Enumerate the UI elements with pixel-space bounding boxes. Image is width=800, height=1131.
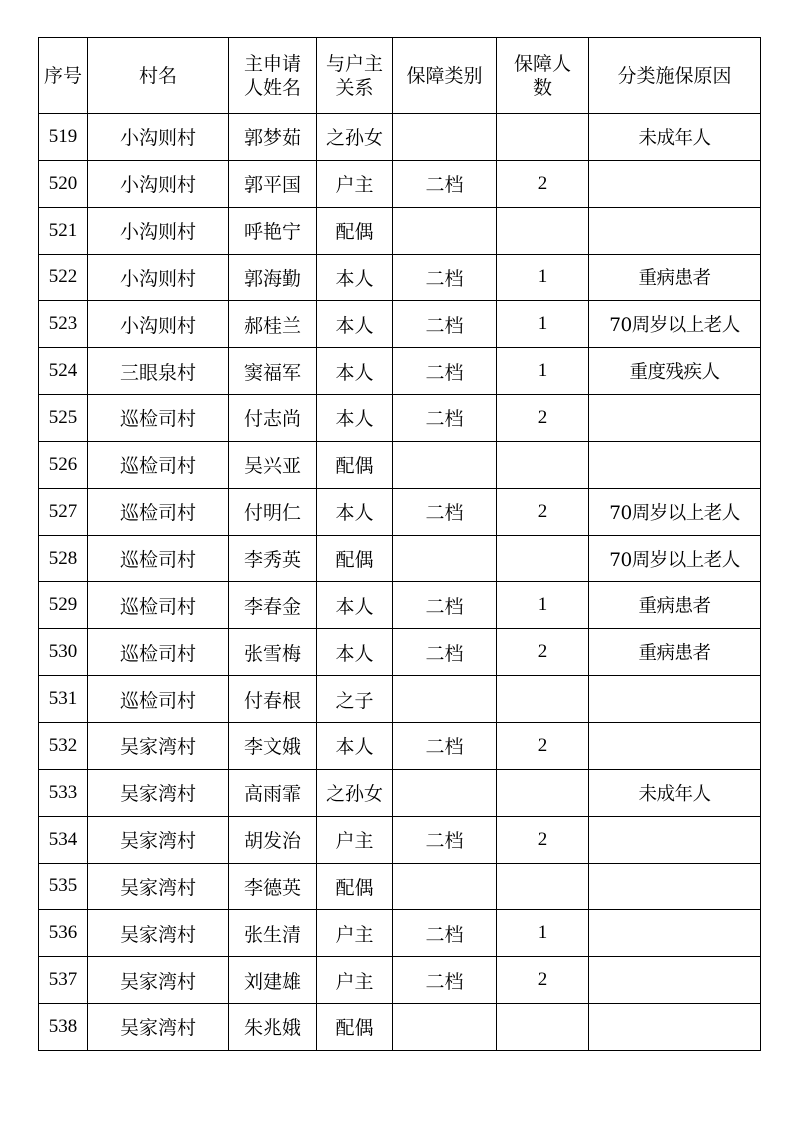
cell-no: 523 [39, 301, 88, 348]
cell-village: 吴家湾村 [88, 722, 229, 769]
table-row [39, 114, 761, 161]
cell-count: 1 [497, 348, 589, 395]
table-row [39, 254, 761, 301]
cell-reason [589, 816, 761, 863]
table-row [39, 207, 761, 254]
cell-no: 538 [39, 1004, 88, 1051]
cell-count: 1 [497, 582, 589, 629]
cell-count [497, 676, 589, 723]
cell-reason: 重病患者 [589, 254, 761, 301]
cell-count: 2 [497, 816, 589, 863]
cell-count [497, 1004, 589, 1051]
cell-no: 522 [39, 254, 88, 301]
cell-reason [589, 957, 761, 1004]
cell-relation: 本人 [317, 301, 393, 348]
cell-name: 付明仁 [229, 488, 317, 535]
cell-relation: 户主 [317, 957, 393, 1004]
cell-reason: 重病患者 [589, 582, 761, 629]
cell-reason [589, 207, 761, 254]
cell-no: 534 [39, 816, 88, 863]
header-category [393, 38, 497, 114]
cell-no: 524 [39, 348, 88, 395]
cell-relation: 配偶 [317, 441, 393, 488]
cell-name: 朱兆娥 [229, 1004, 317, 1051]
cell-relation: 之子 [317, 676, 393, 723]
header-relation-line: 关系 [335, 76, 374, 99]
header-no-line: 序号 [43, 64, 82, 87]
cell-relation: 配偶 [317, 863, 393, 910]
cell-category: 二档 [393, 629, 497, 676]
cell-no: 521 [39, 207, 88, 254]
cell-name: 付志尚 [229, 395, 317, 442]
cell-relation: 本人 [317, 582, 393, 629]
table-row [39, 301, 761, 348]
cell-name: 李春金 [229, 582, 317, 629]
cell-reason: 未成年人 [589, 769, 761, 816]
cell-category [393, 535, 497, 582]
cell-reason [589, 676, 761, 723]
cell-name: 刘建雄 [229, 957, 317, 1004]
cell-category: 二档 [393, 910, 497, 957]
header-reason-line: 分类施保原因 [617, 64, 732, 87]
cell-relation: 配偶 [317, 207, 393, 254]
cell-count: 2 [497, 395, 589, 442]
cell-no: 526 [39, 441, 88, 488]
cell-village: 三眼泉村 [88, 348, 229, 395]
cell-no: 532 [39, 722, 88, 769]
header-relation [317, 38, 393, 114]
table-row [39, 1004, 761, 1051]
cell-relation: 本人 [317, 722, 393, 769]
cell-reason: 70周岁以上老人 [589, 301, 761, 348]
cell-reason [589, 1004, 761, 1051]
cell-category [393, 114, 497, 161]
header-applicant-line: 主申请 [243, 52, 301, 75]
cell-count [497, 114, 589, 161]
cell-category: 二档 [393, 160, 497, 207]
cell-name: 付春根 [229, 676, 317, 723]
cell-reason: 70周岁以上老人 [589, 488, 761, 535]
cell-category [393, 441, 497, 488]
cell-relation: 本人 [317, 488, 393, 535]
cell-reason: 重病患者 [589, 629, 761, 676]
header-village-line: 村名 [138, 64, 177, 87]
cell-category: 二档 [393, 348, 497, 395]
header-count-line: 数 [532, 76, 552, 99]
cell-relation: 配偶 [317, 1004, 393, 1051]
cell-village: 小沟则村 [88, 114, 229, 161]
cell-count: 1 [497, 254, 589, 301]
cell-relation: 配偶 [317, 535, 393, 582]
cell-count: 1 [497, 301, 589, 348]
cell-category [393, 207, 497, 254]
cell-no: 525 [39, 395, 88, 442]
header-reason [589, 38, 761, 114]
cell-village: 小沟则村 [88, 301, 229, 348]
cell-village: 小沟则村 [88, 160, 229, 207]
cell-relation: 户主 [317, 910, 393, 957]
table-row [39, 629, 761, 676]
cell-village: 巡检司村 [88, 629, 229, 676]
cell-name: 郭平国 [229, 160, 317, 207]
cell-village: 小沟则村 [88, 254, 229, 301]
cell-village: 巡检司村 [88, 395, 229, 442]
cell-village: 巡检司村 [88, 582, 229, 629]
cell-village: 巡检司村 [88, 441, 229, 488]
table-row [39, 535, 761, 582]
cell-no: 533 [39, 769, 88, 816]
header-no [39, 38, 88, 114]
cell-relation: 本人 [317, 395, 393, 442]
cell-reason [589, 395, 761, 442]
cell-no: 520 [39, 160, 88, 207]
table-row [39, 160, 761, 207]
header-relation-line: 与户主 [325, 52, 383, 75]
cell-count: 2 [497, 722, 589, 769]
cell-count [497, 769, 589, 816]
cell-category [393, 1004, 497, 1051]
cell-count: 2 [497, 488, 589, 535]
table-row [39, 863, 761, 910]
cell-count [497, 441, 589, 488]
cell-village: 吴家湾村 [88, 957, 229, 1004]
table-row [39, 722, 761, 769]
cell-category [393, 769, 497, 816]
table-row [39, 769, 761, 816]
cell-village: 吴家湾村 [88, 769, 229, 816]
cell-no: 529 [39, 582, 88, 629]
cell-relation: 之孙女 [317, 769, 393, 816]
cell-name: 郭梦茹 [229, 114, 317, 161]
cell-village: 吴家湾村 [88, 863, 229, 910]
cell-count [497, 207, 589, 254]
cell-no: 530 [39, 629, 88, 676]
cell-relation: 户主 [317, 160, 393, 207]
cell-name: 李德英 [229, 863, 317, 910]
header-count-line: 保障人 [513, 52, 571, 75]
cell-name: 吴兴亚 [229, 441, 317, 488]
cell-no: 536 [39, 910, 88, 957]
cell-name: 李文娥 [229, 722, 317, 769]
cell-relation: 本人 [317, 629, 393, 676]
cell-category: 二档 [393, 816, 497, 863]
table-row [39, 488, 761, 535]
cell-name: 张生清 [229, 910, 317, 957]
cell-name: 呼艳宁 [229, 207, 317, 254]
cell-count: 2 [497, 160, 589, 207]
cell-reason: 70周岁以上老人 [589, 535, 761, 582]
cell-name: 张雪梅 [229, 629, 317, 676]
cell-no: 527 [39, 488, 88, 535]
cell-no: 537 [39, 957, 88, 1004]
table-row [39, 816, 761, 863]
cell-category: 二档 [393, 254, 497, 301]
cell-name: 窦福军 [229, 348, 317, 395]
cell-category: 二档 [393, 957, 497, 1004]
header-applicant-line: 人姓名 [243, 76, 301, 99]
cell-category [393, 863, 497, 910]
cell-count [497, 863, 589, 910]
cell-count: 2 [497, 629, 589, 676]
header-category-line: 保障类别 [406, 64, 483, 87]
cell-relation: 户主 [317, 816, 393, 863]
cell-reason [589, 722, 761, 769]
cell-no: 535 [39, 863, 88, 910]
cell-village: 巡检司村 [88, 535, 229, 582]
cell-reason [589, 910, 761, 957]
cell-village: 吴家湾村 [88, 910, 229, 957]
table-row [39, 910, 761, 957]
table-header-row [39, 38, 761, 114]
cell-category [393, 676, 497, 723]
cell-category: 二档 [393, 301, 497, 348]
table-row [39, 348, 761, 395]
cell-village: 巡检司村 [88, 676, 229, 723]
cell-relation: 本人 [317, 254, 393, 301]
cell-no: 528 [39, 535, 88, 582]
cell-no: 531 [39, 676, 88, 723]
cell-village: 巡检司村 [88, 488, 229, 535]
header-applicant [229, 38, 317, 114]
cell-count: 1 [497, 910, 589, 957]
cell-name: 郭海勤 [229, 254, 317, 301]
cell-name: 高雨霏 [229, 769, 317, 816]
assistance-table [38, 37, 761, 1051]
table-row [39, 676, 761, 723]
header-count [497, 38, 589, 114]
cell-category: 二档 [393, 488, 497, 535]
cell-name: 胡发治 [229, 816, 317, 863]
table-body [39, 114, 761, 1051]
cell-count [497, 535, 589, 582]
cell-village: 吴家湾村 [88, 816, 229, 863]
cell-reason [589, 441, 761, 488]
cell-count: 2 [497, 957, 589, 1004]
cell-village: 吴家湾村 [88, 1004, 229, 1051]
cell-category: 二档 [393, 722, 497, 769]
table-row [39, 441, 761, 488]
cell-no: 519 [39, 114, 88, 161]
cell-name: 郝桂兰 [229, 301, 317, 348]
cell-category: 二档 [393, 395, 497, 442]
header-village [88, 38, 229, 114]
document-page [38, 37, 761, 1051]
cell-category: 二档 [393, 582, 497, 629]
cell-reason [589, 160, 761, 207]
cell-name: 李秀英 [229, 535, 317, 582]
cell-reason [589, 863, 761, 910]
table-row [39, 395, 761, 442]
table-row [39, 582, 761, 629]
cell-relation: 之孙女 [317, 114, 393, 161]
cell-reason: 未成年人 [589, 114, 761, 161]
table-row [39, 957, 761, 1004]
cell-relation: 本人 [317, 348, 393, 395]
cell-reason: 重度残疾人 [589, 348, 761, 395]
cell-village: 小沟则村 [88, 207, 229, 254]
